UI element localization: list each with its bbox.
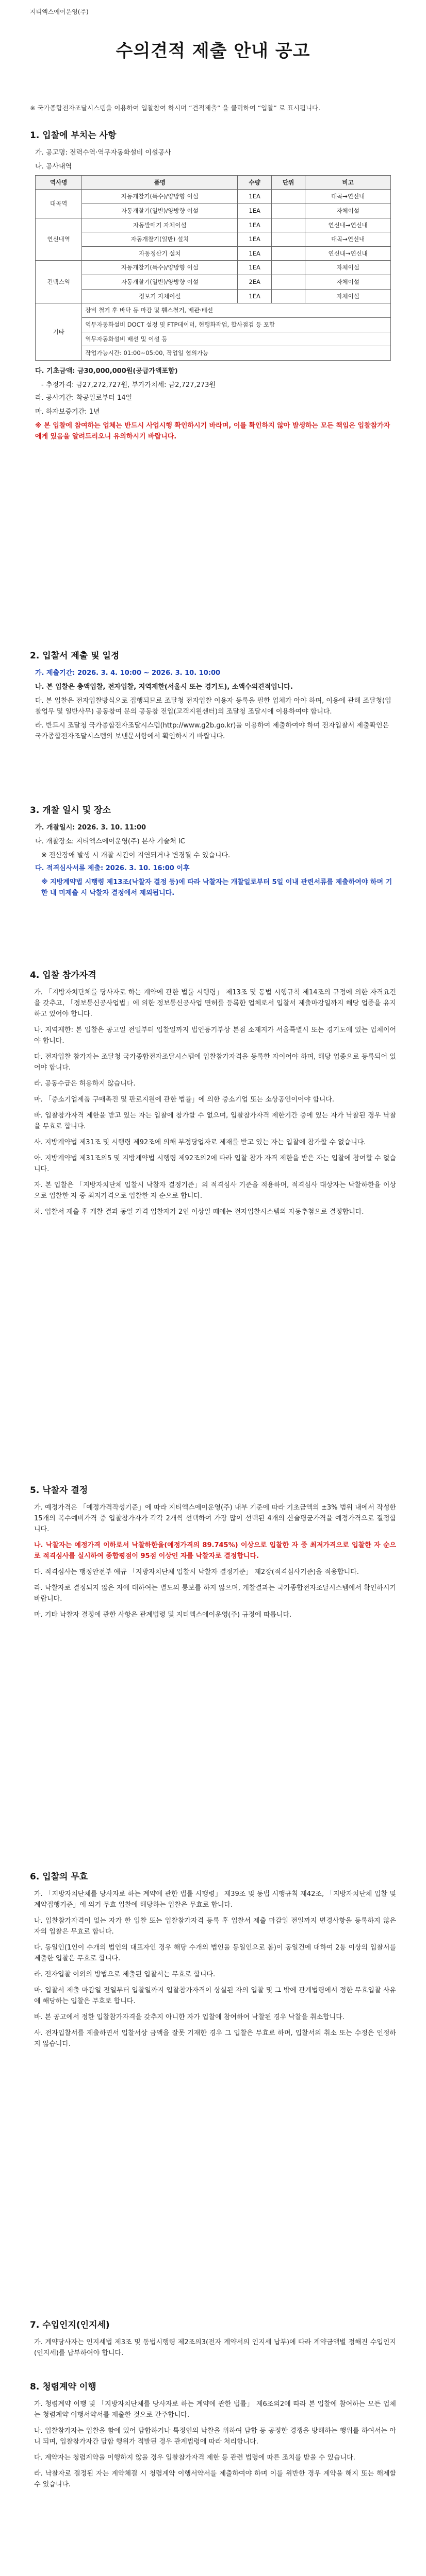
s4-para: 사. 지방계약법 제31조 및 시행령 제92조에 의해 부정당업자로 제재를 받고 있는 자는 입찰에 참가할 수 없습니다.: [34, 1139, 366, 1147]
s4-para: 바. 입찰참가자격 제한을 받고 있는 자는 입찰에 참가할 수 없으며, 입찰참가자격 제한기간 중에 있는 자가 낙찰된 경우 낙찰을 무효로 합니다.: [34, 1111, 396, 1130]
unit-cell: [272, 232, 305, 247]
section-1-title: 1. 입찰에 부치는 사항: [30, 130, 117, 141]
s4-para: 차. 입찰서 제출 후 개찰 결과 동일 가격 입찰자가 2인 이상일 때에는 전자입찰시스템의 자동추첨으로 결정합니다.: [34, 1208, 364, 1216]
section-3-title: 3. 개찰 일시 및 장소: [30, 805, 111, 816]
unit-cell: [272, 289, 305, 303]
item-cell: 장비 철거 후 바닥 등 마감 및 휀스철거, 배관·배선: [82, 303, 391, 318]
section-8-title: 8. 청렴계약 이행: [30, 2382, 96, 2392]
s4-para: 마. 「중소기업제품 구매촉진 및 판로지원에 관한 법률」에 의한 중소기업 또는 소상공인이어야 합니다.: [34, 1095, 335, 1104]
item-cell: 자동개찰기(일반)/양방향 이설: [82, 204, 238, 218]
s4-para: 다. 전자입찰 참가자는 조달청 국가종합전자조달시스템에 입찰참가자격을 등록한 자이어야 하며, 해당 업종으로 등록되어 있어야 합니다.: [34, 1053, 396, 1072]
s2-system: 라. 반드시 조달청 국가종합전자조달시스템(http://www.g2b.go.kr)을 이용하여 제출하여야 하며 전자입찰서 제출확인은 국가종합전자조달시스템의 보낸문서함에서 확인하시기 바랍니다.: [35, 721, 389, 740]
qty-cell: 2EA: [238, 275, 272, 290]
section-5: [30, 1484, 396, 1625]
work-items-table: [35, 175, 391, 361]
s8-para: 다. 계약자는 청렴계약을 이행하지 않을 경우 입찰참가자격 제한 등 관련 법령에 따른 조치를 받을 수 있습니다.: [34, 2453, 355, 2462]
col-header: 비고: [305, 175, 391, 190]
item-cell: 자동개찰기(특수)/양방향 이설: [82, 190, 238, 204]
note-cell: 자체이설: [305, 289, 391, 303]
section-6-title: 6. 입찰의 무효: [30, 1872, 88, 1882]
s2-type: 나. 본 입찰은 총액입찰, 전자입찰, 지역제한(서울시 또는 경기도), 소액수의견적입니다.: [35, 683, 293, 691]
s6-para: 다. 동일인(1인이 수개의 법인의 대표자인 경우 해당 수개의 법인을 동일인으로 봄)이 동일건에 대하여 2통 이상의 입찰서를 제출한 입찰은 무효로 합니다.: [34, 1943, 396, 1962]
table-row: [36, 332, 391, 346]
note-cell: 연신내→연신내: [305, 246, 391, 261]
s1-base-amount: 다. 기초금액: 금30,000,000원(공급가액포함): [35, 367, 178, 375]
s6-para: 사. 전자입찰서를 제출하면서 입찰서상 금액을 잘못 기재한 경우 그 입찰은 무효로 하며, 입찰서의 취소 또는 수정은 인정하지 않습니다.: [34, 2029, 396, 2048]
col-header: 단위: [272, 175, 305, 190]
table-row: [36, 275, 391, 290]
item-cell: 자동개찰기(일반)/양방향 이설: [82, 275, 238, 290]
s4-para: 가. 「지방자치단체를 당사자로 하는 계약에 관한 법률 시행령」 제13조 및 동법 시행규칙 제14조의 규정에 의한 자격요건을 갖추고, 「정보통신공사업법」에 의한 정보통신공사업 면허를 등록한 업체로서 입찰서 제출마감일까지 해당 업종을 유지하고 있어야 합니다.: [34, 988, 396, 1018]
s3-delay-note: ※ 전산장애 발생 시 개찰 시간이 지연되거나 변경될 수 있습니다.: [41, 851, 231, 859]
qty-cell: 1EA: [238, 261, 272, 275]
section-8: [30, 2380, 396, 2495]
qty-cell: 1EA: [238, 218, 272, 232]
s7-para: 가. 계약당사자는 인지세법 제3조 및 동법시행령 제2조의3(전자 계약서의 인지세 납부)에 따라 계약금액별 정해진 수입인지(인지세)를 납부하여야 합니다.: [34, 2338, 397, 2357]
page-title: 수의견적 제출 안내 공고: [116, 41, 310, 61]
s2-e-bid: 다. 본 입찰은 전자입찰방식으로 집행되므로 조달청 전자입찰 이용자 등록을 필한 업체가 아야 하며, 이용에 관해 조달청(입찰업무 및 일반사무) 공동참여 문의 공동참 전입(고객지원센터)의 조달청 조달시에 이용하여야 합니다.: [35, 697, 391, 716]
s5-para: 나. 낙찰자는 예정가격 이하로서 낙찰하한율(예정가격의 89.745%) 이상으로 입찰한 자 중 최저가격으로 입찰한 자 순으로 적격심사를 실시하여 종합평점이 95점 이상인 자를 낙찰자로 결정합니다.: [34, 1541, 396, 1560]
note-cell: 대곡→연신내: [305, 190, 391, 204]
item-cell: 자동개찰기(일반) 설치: [82, 232, 238, 247]
section-2-title: 2. 입찰서 제출 및 일정: [30, 651, 120, 661]
station-cell: 킨텍스역: [36, 261, 82, 303]
s5-para: 다. 적격심사는 행정안전부 예규 「지방자치단체 입찰시 낙찰자 결정기준」 제2장(적격심사기준)을 적용합니다.: [34, 1568, 359, 1576]
note-cell: 대곡→연신내: [305, 232, 391, 247]
s4-para: 라. 공동수급은 허용하지 않습니다.: [34, 1079, 136, 1088]
table-row: [36, 317, 391, 332]
table-row: [36, 246, 391, 261]
station-cell: 기타: [36, 303, 82, 361]
item-cell: 역무자동화설비 DOCT 설정 및 FTP데이터, 현행화작업, 합사점검 등 포함: [82, 317, 391, 332]
col-header: 수량: [238, 175, 272, 190]
col-header: 역사명: [36, 175, 82, 190]
s6-para: 마. 입찰서 제출 마감일 전일부터 입찰일까지 입찰참가자격이 상실된 자의 입찰 및 그 밖에 관계법령에서 정한 무효입찰 사유에 해당하는 입찰은 무효로 합니다.: [34, 1986, 396, 2005]
section-5-title: 5. 낙찰자 결정: [30, 1485, 88, 1496]
note-cell: 자체이설: [305, 261, 391, 275]
unit-cell: [272, 275, 305, 290]
s2-period: 가. 제출기간: 2026. 3. 4. 10:00 ~ 2026. 3. 10. 10:00: [35, 669, 221, 677]
station-cell: 연신내역: [36, 218, 82, 261]
s3-open-place: 나. 개찰장소: 지티엑스에이운영(주) 본사 기술처 IC: [35, 837, 185, 845]
s8-para: 나. 입찰참가자는 입찰을 함에 있어 담합하거나 특정인의 낙찰을 위하여 담합 등 공정한 경쟁을 방해하는 행위를 하여서는 아니 되며, 입찰참가자간 담합 행위가 적발된 경우 관계법령에 따라 처리합니다.: [34, 2427, 396, 2446]
unit-cell: [272, 218, 305, 232]
unit-cell: [272, 190, 305, 204]
note-cell: 자체이설: [305, 275, 391, 290]
section-7-title: 7. 수입인지(인지세): [30, 2320, 110, 2330]
section-7: [30, 2318, 396, 2364]
s1-warranty: 마. 하자보증기간: 1년: [35, 408, 100, 416]
s1-period: 라. 공사기간: 착공일로부터 14일: [35, 394, 133, 402]
note-cell: 연신내→연신내: [305, 218, 391, 232]
table-row: [36, 303, 391, 318]
s5-para: 마. 기타 낙찰자 결정에 관한 사항은 관계법령 및 지티엑스에이운영(주) 규정에 따릅니다.: [34, 1611, 292, 1619]
item-cell: 자동발매기 자체이설: [82, 218, 238, 232]
section-1: [30, 129, 396, 445]
s1-work-scope-label: 나. 공사내역: [35, 162, 72, 171]
s3-docs: 다. 적격심사서류 제출: 2026. 3. 10. 16:00 이후: [35, 864, 190, 872]
section-2: [30, 649, 396, 745]
table-row: [36, 261, 391, 275]
item-cell: 역무자동화설비 배선 및 이설 등: [82, 332, 391, 346]
section-4: [30, 969, 396, 1223]
section-3: [30, 804, 396, 901]
qty-cell: 1EA: [238, 289, 272, 303]
s5-para: 라. 낙찰자로 결정되지 않은 자에 대하여는 별도의 통보를 하지 않으며, 개찰결과는 국가종합전자조달시스템에서 확인하시기 바랍니다.: [34, 1584, 396, 1603]
table-row: [36, 346, 391, 361]
item-cell: 작업가능시간: 01:00~05:00, 작업일 협의가능: [82, 346, 391, 361]
section-4-title: 4. 입찰 참가자격: [30, 970, 96, 980]
s6-para: 라. 전자입찰 이외의 방법으로 제출된 입찰서는 무효로 합니다.: [34, 1970, 216, 1978]
unit-cell: [272, 261, 305, 275]
table-row: [36, 190, 391, 204]
col-header: 품명: [82, 175, 238, 190]
s1-project-name: 가. 공고명: 전력수역·역무자동화설비 이설공사: [35, 148, 171, 157]
s6-para: 나. 입찰참가자격이 없는 자가 한 입찰 또는 입찰참가자격 등록 후 입찰서 제출 마감일 전일까지 변경사항을 등록하지 않은 자의 입찰은 무효로 합니다.: [34, 1917, 396, 1936]
item-cell: 자동개찰기(특수)/양방향 이설: [82, 261, 238, 275]
item-cell: 정보기 자체이설: [82, 289, 238, 303]
station-cell: 대곡역: [36, 190, 82, 218]
s3-docs-note: ※ 지방계약법 시행령 제13조(낙찰자 결정 등)에 따라 낙찰자는 개찰일로부터 5일 이내 관련서류를 제출하여야 하며 기한 내 미제출 시 낙찰자 결정에서 제외됩니다.: [41, 878, 392, 897]
s1-estimate: - 추정가격: 금27,272,727원, 부가가치세: 금2,727,273원: [41, 381, 216, 389]
section-6: [30, 1870, 396, 2055]
s4-para: 자. 본 입찰은 「지방자치단체 입찰시 낙찰자 결정기준」의 적격심사 기준을 적용하며, 적격심사 대상자는 낙찰하한율 이상으로 입찰한 자 중 최저가격으로 입찰한 자 순으로 합니다.: [34, 1181, 396, 1200]
s4-para: 나. 지역제한: 본 입찰은 공고일 전일부터 입찰일까지 법인등기부상 본점 소재지가 서울특별시 또는 경기도에 있는 업체이어야 합니다.: [34, 1026, 396, 1045]
table-row: [36, 218, 391, 232]
unit-cell: [272, 246, 305, 261]
unit-cell: [272, 204, 305, 218]
table-row: [36, 204, 391, 218]
intro-note: ※ 국가종합전자조달시스템을 이용하여 입찰참여 하시며 “견적제출” 을 클릭하여 “입찰” 로 표시됩니다.: [30, 104, 321, 112]
s8-para: 라. 낙찰자로 결정된 자는 계약체결 시 청렴계약 이행서약서를 제출하여야 하며 이를 위반한 경우 계약을 해지 또는 해제할 수 있습니다.: [34, 2469, 396, 2488]
s3-open-date: 가. 개찰일시: 2026. 3. 10. 11:00: [35, 823, 146, 832]
table-row: [36, 289, 391, 303]
s4-para: 아. 지방계약법 제31조의5 및 지방계약법 시행령 제92조의2에 따라 입찰 참가 자격 제한을 받은 자는 입찰에 참여할 수 없습니다.: [34, 1155, 396, 1174]
item-cell: 자동정산기 설치: [82, 246, 238, 261]
s5-para: 가. 예정가격은 「예정가격작성기준」에 따라 지티엑스에이운영(주) 내부 기준에 따라 기초금액의 ±3% 범위 내에서 작성한 15개의 복수예비가격 중 입찰참가자가 각각 2개씩 선택하여 가장 많이 선택된 4개의 산술평균가격을 예정가격으로 결정합니다.: [34, 1503, 396, 1533]
s6-para: 바. 본 공고에서 정한 입찰참가자격을 갖추지 아니한 자가 입찰에 참여하여 낙찰된 경우 낙찰을 취소합니다.: [34, 2013, 345, 2021]
s6-para: 가. 「지방자치단체를 당사자로 하는 계약에 관한 법률 시행령」 제39조 및 동법 시행규칙 제42조, 「지방자치단체 입찰 및 계약집행기준」에 의거 무효 입찰에 해당하는 입찰은 무효로 합니다.: [34, 1890, 396, 1909]
qty-cell: 1EA: [238, 232, 272, 247]
s8-para: 가. 청렴계약 이행 및 「지방자치단체를 당사자로 하는 계약에 관한 법률」 제6조의2에 따라 본 입찰에 참여하는 모든 업체는 청렴계약 이행서약서를 제출한 것으로 간주합니다.: [34, 2400, 396, 2419]
qty-cell: 1EA: [238, 204, 272, 218]
org-name-top: 지티엑스에이운영(주): [30, 8, 89, 15]
s1-warning-note: ※ 본 입찰에 참여하는 업체는 반드시 사업시행 확인하시기 바라며, 이를 확인하지 않아 발생하는 모든 책임은 입찰참가자에게 있음을 알려드리오니 유의하시기 바랍니다.: [35, 421, 390, 440]
note-cell: 자체이설: [305, 204, 391, 218]
table-row: [36, 232, 391, 247]
qty-cell: 1EA: [238, 190, 272, 204]
qty-cell: 1EA: [238, 246, 272, 261]
